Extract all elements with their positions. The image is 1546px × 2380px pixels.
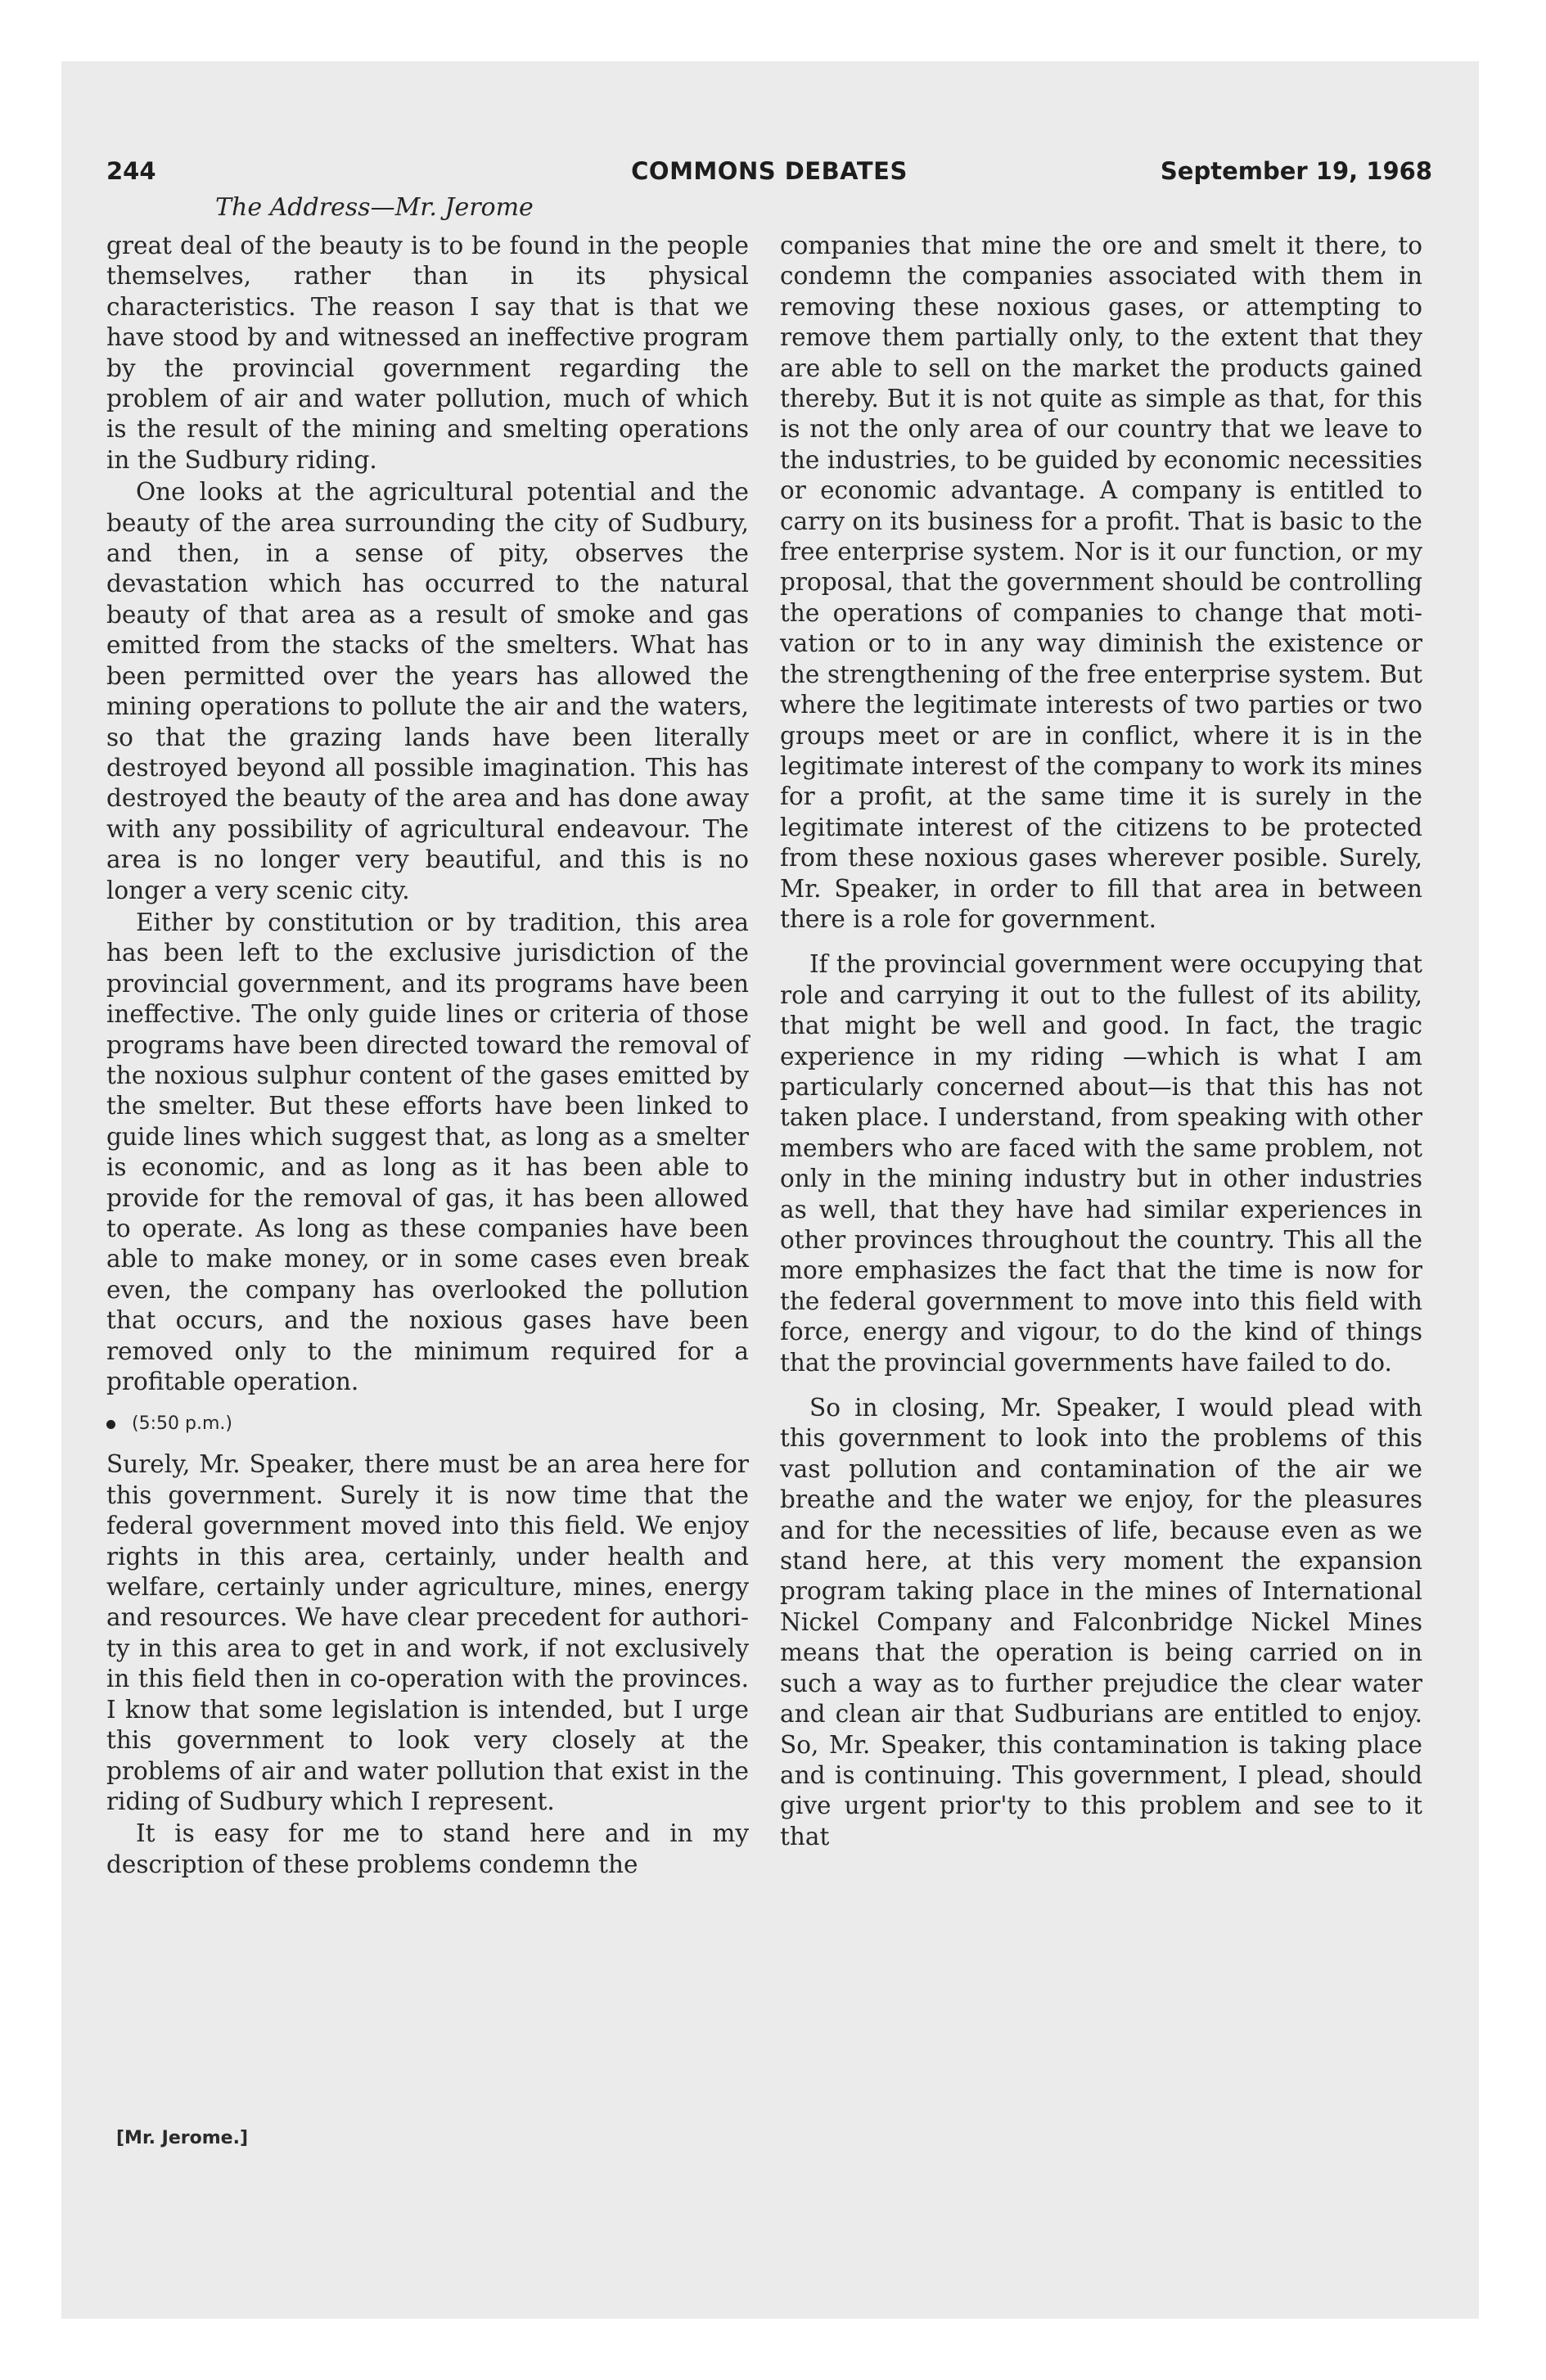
paragraph: companies that mine the ore and smelt it there, to condemn the companies associated with them in removing these noxious gases, or attempting to remove them partially only, to the extent that they are able to sell on the market the products gained thereby. But it is not quite as simple as that, for this is not the only area of our country that we leave to the industries, to be guided by economic necessities or economic advantage. A company is entitled to carry on its business for a profit. That is basic to the free enterprise system. Nor is it our function, or my proposal, that the government should be controlling the operations of companies to change that motivation or to in any way diminish the existence or the strengthening of the free enterprise system. But where the legitimate interests of two parties or two groups meet or are in conflict, where it is in the legitimate interest of the company to work its mines for a profit, at the same time it is surely in the legitimate interest of the citizens to be protected from these noxious gases wherever posible. Surely, Mr. Speaker, in order to fill that area in between there is a role for government. [780,232,1422,933]
time-stamp: (5:50 p.m.) [132,1413,232,1435]
right-column [780,231,1422,1852]
running-head: The Address—Mr. Jerome [215,193,534,222]
paragraph: If the provincial government were occupying that role and carrying it out to the fullest of its ability, that might be well and good. In fact, the tragic experience in my riding —which is what I am particularly concerned about—is that this has not taken place. I understand, from speaking with other members who are faced with the same problem, not only in the mining industry but in other industries as well, that they have had similar experiences in other provinces throughout the country. This all the more emphasizes the fact that the time is now for the federal government to move into this field with force, energy and vigour, to do the kind of things that the provincial governments have failed to do. [780,950,1422,1377]
paragraph: Surely, Mr. Speaker, there must be an area here for this government. Surely it is now time that the federal government moved into this field. We enjoy rights in this area, certainly, under health and welfare, certainly under agriculture, mines, energy and resources. We have clear precedent for authority in this area to get in and work, if not exclusively in this field then in co-operation with the provinces. I know that some legislation is intended, but I urge this government to look very closely at the problems of air and water pollution that exist in the riding of Sudbury which I represent. [106,1450,749,1815]
left-column [106,231,749,1880]
publication-title: COMMONS DEBATES [631,157,908,185]
page-number: 244 [106,157,156,185]
paragraph: great deal of the beauty is to be found in the people themselves, rather than in its physical characteristics. The reason I say that is that we have stood by and witnessed an ineffective program by the provincial government regarding the problem of air and water pollution, much of which is the result of the mining and smelting operations in the Sudbury riding. [106,232,749,474]
paragraph: One looks at the agricultural potential and the beauty of the area surrounding the city of Sudbury, and then, in a sense of pity, observes the devastation which has occurred to the natural beauty of that area as a result of smoke and gas emitted from the stacks of the smelters. What has been permitted over the years has allowed the mining operations to pollute the air and the waters, so that the grazing lands have been literally destroyed beyond all possible imagination. This has destroyed the beauty of the area and has done away with any possibility of agricultural endeavour. The area is no longer very beautiful, and this is no longer a very scenic city. [106,478,749,904]
page-header [106,157,1432,196]
paragraph: It is easy for me to stand here and in my description of these problems condemn the [106,1819,749,1878]
paragraph: So in closing, Mr. Speaker, I would plead with this government to look into the problems of this vast pollution and contamination of the air we breathe and the water we enjoy, for the pleasures and for the necessities of life, because even as we stand here, at this very moment the expansion program taking place in the mines of International Nickel Company and Falconbridge Nickel Mines means that the operation is being carried on in such a way as to further prejudice the clear water and clean air that Sudburians are entitled to enjoy. So, Mr. Speaker, this contamination is taking place and is continuing. This government, I plead, should give urgent prior'ty to this problem and see to it that [780,1394,1422,1850]
speaker-attribution: [Mr. Jerome.] [116,2128,249,2148]
paragraph: Either by constitution or by tradition, this area has been left to the exclusive jurisdiction of the provincial government, and its programs have been ineffective. The only guide lines or criteria of those programs have been directed toward the removal of the noxious sulphur content of the gases emitted by the smelter. But these efforts have been linked to guide lines which suggest that, as long as a smelter is economic, and as long as it has been able to provide for the removal of gas, it has been allowed to operate. As long as these companies have been able to make money, or in some cases even break even, the company has overlooked the pollution that occurs, and the noxious gases have been removed only to the minimum required for a profitable operation. [106,908,749,1396]
bullet-icon [106,1420,115,1429]
header-date: September 19, 1968 [1160,157,1432,185]
time-marker [106,1412,749,1436]
